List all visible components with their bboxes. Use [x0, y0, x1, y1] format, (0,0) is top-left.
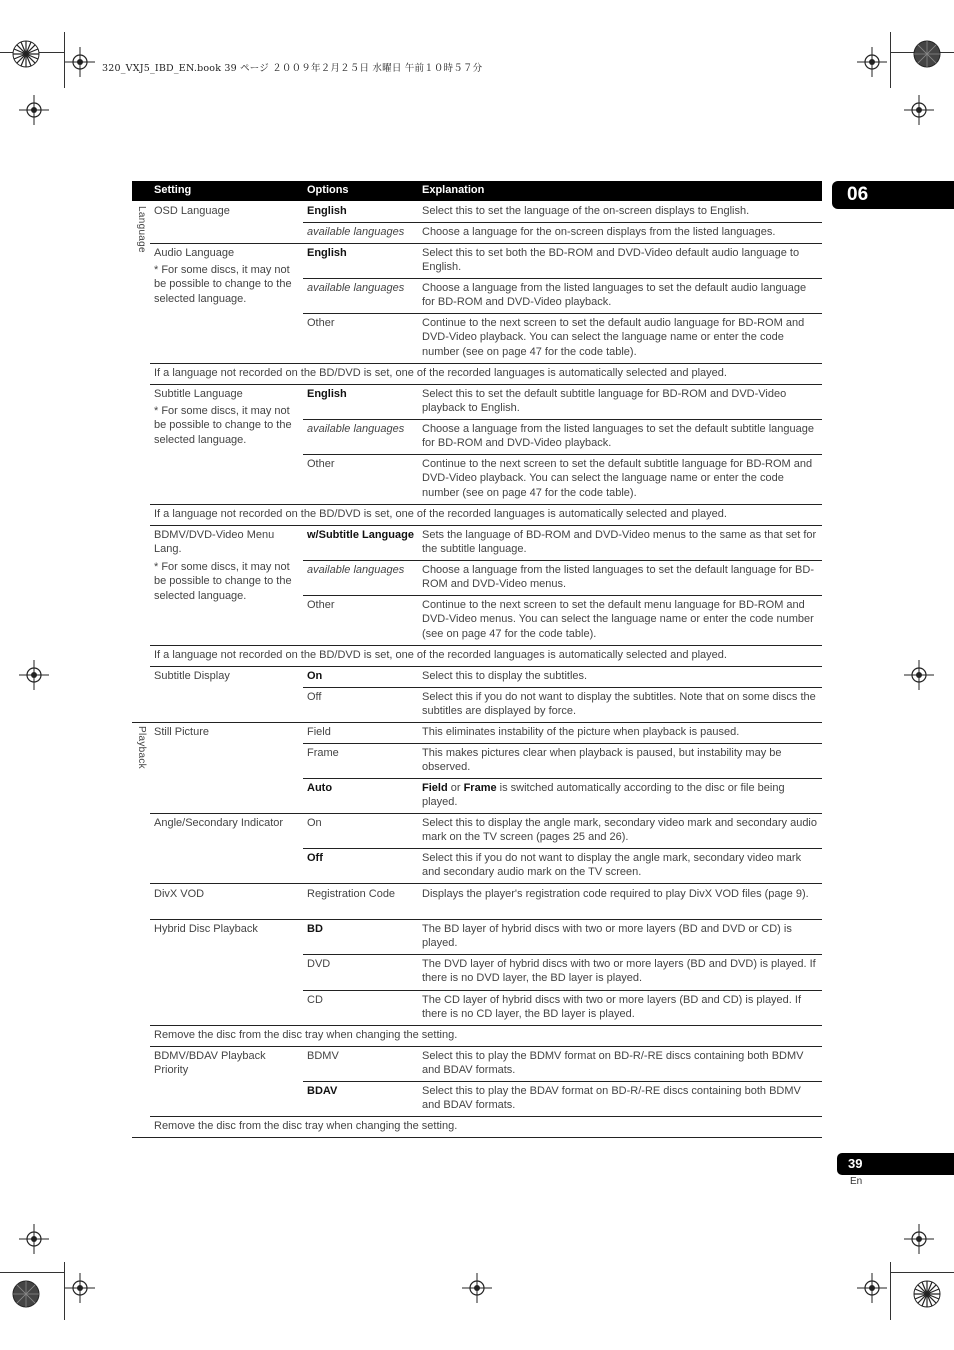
option-explanation: Select this to set the default subtitle language for BD-ROM and DVD-Video playback to English. — [422, 388, 787, 415]
option-explanation: Select this to play the BDAV format on BD-R/-RE discs containing both BDMV and BDAV formats. — [422, 1085, 801, 1112]
option-value: w/Subtitle Language — [307, 529, 414, 541]
option-explanation: The CD layer of hybrid discs with two or more layers (BD and CD) is played. If there is no CD layer, the BD layer is played. — [422, 994, 802, 1021]
option-value: Other — [307, 458, 335, 470]
row-divider — [303, 743, 822, 744]
option-value: Field — [307, 726, 331, 738]
option-value: Off — [307, 691, 322, 703]
row-divider — [150, 1116, 822, 1117]
registration-mark-icon — [65, 1273, 95, 1303]
column-header-options: Options — [307, 184, 349, 196]
option-explanation: Choose a language for the on-screen displays from the listed languages. — [422, 226, 776, 238]
table-note: If a language not recorded on the BD/DVD is set, one of the recorded languages is automatically selected and played. — [154, 649, 727, 661]
table-note: Remove the disc from the disc tray when changing the setting. — [154, 1120, 458, 1132]
option-value: BD — [307, 923, 323, 935]
chapter-tab: 06 — [832, 181, 954, 209]
row-divider — [150, 363, 822, 364]
row-divider — [150, 1025, 822, 1026]
option-explanation: Choose a language from the listed languages to set the default language for BD-ROM and DVD-Video menus. — [422, 564, 814, 591]
row-divider — [150, 645, 822, 646]
explanation-text: is switched automatically according to the disc or file being played. — [422, 782, 785, 809]
option-explanation: Select this if you do not want to display the subtitles. Note that on some discs the subtitles are displayed by force. — [422, 691, 816, 718]
registration-mark-icon — [19, 660, 49, 690]
registration-mark-icon — [19, 95, 49, 125]
page-language: En — [850, 1176, 863, 1187]
print-header: 320_VXJ5_IBD_EN.book 39 ページ ２００９年２月２５日 水曜日 午前１０時５７分 — [102, 63, 483, 74]
row-divider — [303, 278, 822, 279]
row-divider — [303, 848, 822, 849]
option-value: available languages — [307, 423, 405, 435]
table-note: If a language not recorded on the BD/DVD is set, one of the recorded languages is automatically selected and played. — [154, 367, 727, 379]
option-value: BDAV — [307, 1085, 338, 1097]
option-explanation: Continue to the next screen to set the default audio language for BD-ROM and DVD-Video playback. You can select the language name or enter the code number (see on page 47 for the code table). — [422, 317, 805, 358]
option-explanation: Choose a language from the listed languages to set the default audio language for BD-ROM and DVD-Video playback. — [422, 282, 807, 309]
section-label-language: Language — [136, 206, 147, 253]
row-divider — [303, 954, 822, 955]
registration-mark-icon — [904, 1224, 934, 1254]
row-divider — [150, 919, 822, 920]
row-divider — [303, 990, 822, 991]
registration-mark-icon — [19, 1224, 49, 1254]
table-header — [132, 181, 822, 201]
option-value: Other — [307, 599, 335, 611]
row-divider — [303, 595, 822, 596]
table-bottom-rule — [132, 1137, 822, 1138]
trim-mark — [890, 1262, 891, 1320]
registration-mark-icon — [857, 47, 887, 77]
row-divider — [303, 454, 822, 455]
setting-name: BDMV/DVD-Video Menu Lang. — [154, 529, 275, 556]
row-divider — [303, 687, 822, 688]
row-divider — [150, 384, 822, 385]
option-value: available languages — [307, 282, 405, 294]
row-divider — [150, 525, 822, 526]
option-value: English — [307, 205, 347, 217]
option-value: Frame — [307, 747, 339, 759]
option-explanation: Continue to the next screen to set the default subtitle language for BD-ROM and DVD-Video playback. You can select the language name or enter the code number (see on page 47 for the code table). — [422, 458, 813, 499]
row-divider — [150, 1046, 822, 1047]
row-divider — [303, 560, 822, 561]
option-explanation: Select this to set the language of the on-screen displays to English. — [422, 205, 750, 217]
option-explanation: Select this to display the angle mark, secondary video mark and secondary audio mark on the TV screen (pages 25 and 26). — [422, 817, 817, 844]
option-explanation: The BD layer of hybrid discs with two or more layers (BD and DVD or CD) is played. — [422, 923, 792, 950]
option-value: English — [307, 388, 347, 400]
setting-note: * For some discs, it may not be possible to change to the selected language. — [154, 264, 292, 305]
registration-mark-icon — [857, 1273, 887, 1303]
setting-name: Hybrid Disc Playback — [154, 923, 258, 935]
option-value: available languages — [307, 564, 405, 576]
setting-note: * For some discs, it may not be possible to change to the selected language. — [154, 405, 292, 446]
setting-name: Subtitle Language — [154, 388, 243, 400]
row-divider — [150, 813, 822, 814]
option-explanation: This eliminates instability of the picture when playback is paused. — [422, 726, 740, 738]
section-divider — [132, 722, 822, 723]
setting-name: Subtitle Display — [154, 670, 230, 682]
row-divider — [150, 504, 822, 505]
option-value: Registration Code — [307, 888, 396, 900]
option-explanation: Select this if you do not want to display the angle mark, secondary video mark and secondary audio mark on the TV screen. — [422, 852, 802, 879]
setting-name: Audio Language — [154, 247, 235, 259]
option-explanation: Continue to the next screen to set the default menu language for BD-ROM and DVD-Video menus. You can select the language name or enter the code number (see on page 47 for the code table). — [422, 599, 814, 640]
option-explanation: Sets the language of BD-ROM and DVD-Video menus to the same as that set for the subtitle language. — [422, 529, 817, 556]
registration-mark-icon — [65, 47, 95, 77]
setting-note: * For some discs, it may not be possible to change to the selected language. — [154, 561, 292, 602]
starburst-mark-icon — [12, 1280, 40, 1308]
row-divider — [303, 419, 822, 420]
setting-name: Angle/Secondary Indicator — [154, 817, 284, 829]
emphasis-text: Field — [422, 782, 448, 794]
option-value: available languages — [307, 226, 405, 238]
option-value: BDMV — [307, 1050, 339, 1062]
trim-mark — [890, 32, 891, 88]
trim-mark — [890, 1272, 954, 1273]
column-header-explanation: Explanation — [422, 184, 485, 196]
row-divider — [150, 243, 822, 244]
option-explanation: Displays the player's registration code required to play DivX VOD files (page 9). — [422, 888, 809, 900]
option-explanation: Select this to set both the BD-ROM and DVD-Video default audio language to English. — [422, 247, 800, 274]
registration-mark-icon — [904, 660, 934, 690]
setting-name: Still Picture — [154, 726, 210, 738]
option-explanation: The DVD layer of hybrid discs with two or more layers (BD and DVD) is played. If there is no DVD layer, the BD layer is played. — [422, 958, 816, 985]
option-value: Off — [307, 852, 323, 864]
emphasis-text: Frame — [463, 782, 497, 794]
starburst-mark-icon — [913, 40, 941, 68]
setting-name: DivX VOD — [154, 888, 205, 900]
registration-mark-icon — [462, 1273, 492, 1303]
starburst-mark-icon — [913, 1280, 941, 1308]
row-divider — [303, 313, 822, 314]
option-value: CD — [307, 994, 323, 1006]
row-divider — [303, 778, 822, 779]
row-divider — [303, 1081, 822, 1082]
trim-mark — [0, 1272, 64, 1273]
table-note: Remove the disc from the disc tray when changing the setting. — [154, 1029, 458, 1041]
row-divider — [303, 222, 822, 223]
registration-mark-icon — [904, 95, 934, 125]
row-divider — [150, 666, 822, 667]
column-header-setting: Setting — [154, 184, 192, 196]
table-note: If a language not recorded on the BD/DVD is set, one of the recorded languages is automatically selected and played. — [154, 508, 727, 520]
option-explanation: Select this to play the BDMV format on BD-R/-RE discs containing both BDMV and BDAV formats. — [422, 1050, 804, 1077]
section-label-playback: Playback — [136, 726, 147, 769]
setting-name: BDMV/BDAV Playback Priority — [154, 1050, 266, 1077]
connector-text: or — [447, 782, 464, 794]
setting-name: OSD Language — [154, 205, 230, 217]
option-value: Other — [307, 317, 335, 329]
option-value: DVD — [307, 958, 331, 970]
row-divider — [150, 883, 822, 884]
option-explanation: This makes pictures clear when playback is paused, but instability may be observed. — [422, 747, 782, 774]
page-number: 39 — [837, 1153, 954, 1175]
option-value: English — [307, 247, 347, 259]
option-explanation: Select this to display the subtitles. — [422, 670, 588, 682]
option-value: On — [307, 817, 322, 829]
option-explanation — [422, 781, 820, 810]
option-value: Auto — [307, 782, 333, 794]
option-explanation: Choose a language from the listed languages to set the default subtitle language for BD-ROM and DVD-Video playback. — [422, 423, 814, 450]
option-value: On — [307, 670, 323, 682]
starburst-mark-icon — [12, 40, 40, 68]
